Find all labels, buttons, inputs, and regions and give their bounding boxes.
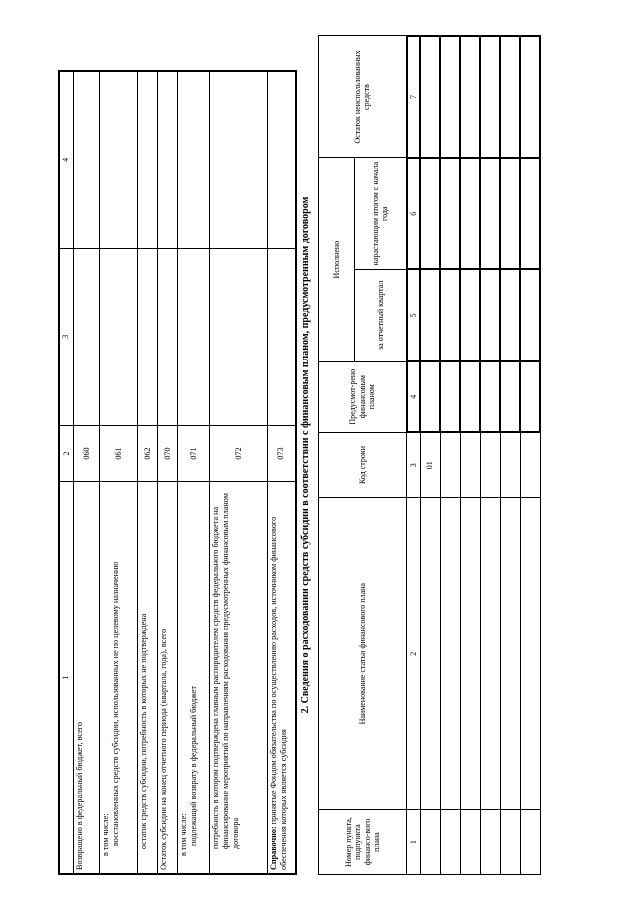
row-label: Остаток субсидии на конец отчетного периода (квартала, года), всего — [158, 482, 178, 874]
table-row — [178, 71, 210, 874]
cell — [440, 269, 460, 361]
header-quarter: за отчетный квартал — [355, 269, 407, 361]
row-label: остаток средств субсидии, потребность в которых не подтверждена — [138, 482, 158, 874]
cell — [74, 71, 100, 248]
row-code: 072 — [210, 425, 268, 482]
row-label: восстановленных средств субсидии, использованных не по целевому назначению — [111, 561, 120, 846]
cell — [74, 248, 100, 425]
table-row — [74, 71, 100, 874]
row-code: 073 — [268, 425, 296, 482]
row-label-group — [268, 482, 296, 874]
cell — [210, 248, 268, 425]
cell — [178, 71, 210, 248]
col-number: 1 — [59, 482, 74, 874]
col-number: 3 — [407, 432, 421, 498]
cell — [460, 158, 480, 269]
cell — [520, 361, 540, 432]
cell — [480, 269, 500, 361]
cell — [480, 158, 500, 269]
cell — [100, 248, 138, 425]
row-label: подлежащий возврату в федеральный бюджет — [189, 686, 198, 846]
cell — [420, 158, 440, 269]
col-number: 3 — [59, 248, 74, 425]
header-item-number: Номер пункта, подпункта финансо-вого плана — [319, 810, 407, 875]
cell — [480, 432, 500, 498]
table-row — [460, 36, 480, 875]
cell — [520, 269, 540, 361]
col-number: 2 — [59, 425, 74, 482]
cell — [420, 810, 440, 875]
cell — [520, 432, 540, 498]
returns-table — [58, 70, 297, 875]
cell — [480, 810, 500, 875]
reference-label: Справочно: — [269, 826, 278, 870]
cell — [158, 248, 178, 425]
header-article-name: Наименование статьи финансового плана — [319, 498, 407, 810]
table-row — [158, 71, 178, 874]
cell — [520, 158, 540, 269]
cell — [460, 361, 480, 432]
row-label: потребность в котором подтверждена главным распорядителем средств федерального бюджета на финансирование мероприятий по направлениям расходования предусмотренных финансовым планом договора — [210, 482, 268, 874]
table-row — [268, 71, 296, 874]
header-executed: Исполнено — [319, 158, 355, 361]
cell — [460, 36, 480, 158]
table-row — [440, 36, 460, 875]
cell — [480, 361, 500, 432]
table-row — [520, 36, 540, 875]
cell — [420, 269, 440, 361]
table-row — [210, 71, 268, 874]
row-code: 060 — [74, 425, 100, 482]
cell — [500, 810, 520, 875]
table-row — [138, 71, 158, 874]
cell — [440, 432, 460, 498]
cell — [440, 361, 460, 432]
table-row — [480, 36, 500, 875]
cell — [420, 36, 440, 158]
cell — [500, 158, 520, 269]
cell — [520, 498, 540, 810]
row-label-group — [100, 482, 138, 874]
cell — [520, 810, 540, 875]
cell — [480, 36, 500, 158]
col-number: 1 — [407, 810, 421, 875]
col-number: 6 — [407, 158, 421, 269]
row-label: Возвращено в федеральный бюджет, всего — [74, 482, 100, 874]
header-row — [319, 36, 355, 875]
cell — [460, 810, 480, 875]
cell — [520, 36, 540, 158]
row-code: 071 — [178, 425, 210, 482]
section-title: 2. Сведения о расходовании средств субсидии в соответствии с финансовым планом, предусмотренным договором — [300, 196, 311, 714]
cell — [268, 248, 296, 425]
table-row — [500, 36, 520, 875]
header-planned: Предусмот-рено финансовым планом — [319, 361, 407, 432]
cell — [138, 248, 158, 425]
col-number: 4 — [407, 361, 421, 432]
cell — [440, 498, 460, 810]
cell — [440, 158, 460, 269]
cell — [500, 361, 520, 432]
header-remaining: Остаток неиспользованных средств — [319, 36, 407, 158]
column-number-row — [407, 36, 421, 875]
cell — [480, 498, 500, 810]
cell — [440, 810, 460, 875]
col-number: 5 — [407, 269, 421, 361]
cell — [100, 71, 138, 248]
header-line-code: Код строки — [319, 432, 407, 498]
row-code: 061 — [100, 425, 138, 482]
cell — [268, 71, 296, 248]
table-row — [420, 36, 440, 875]
column-number-row — [59, 71, 74, 874]
row-label: в том числе: — [179, 813, 188, 856]
row-label-group — [178, 482, 210, 874]
table-row — [100, 71, 138, 874]
cell — [420, 498, 440, 810]
financial-plan-table — [318, 35, 541, 875]
row-label: принятые Фондом обязательства по осуществлению расходов, источником финансового обеспечения которых является субсидия — [269, 516, 288, 870]
col-number: 2 — [407, 498, 421, 810]
cell — [420, 361, 440, 432]
cell — [138, 71, 158, 248]
cell — [178, 248, 210, 425]
col-number: 4 — [59, 71, 74, 248]
cell — [500, 36, 520, 158]
row-label: в том числе: — [101, 813, 110, 856]
col-number: 7 — [407, 36, 421, 158]
row-code: 062 — [138, 425, 158, 482]
cell — [440, 36, 460, 158]
cell — [500, 269, 520, 361]
cell — [460, 498, 480, 810]
cell — [460, 432, 480, 498]
row-code: 01 — [420, 432, 440, 498]
row-code: 070 — [158, 425, 178, 482]
cell — [210, 71, 268, 248]
cell — [158, 71, 178, 248]
cell — [500, 498, 520, 810]
cell — [500, 432, 520, 498]
cell — [460, 269, 480, 361]
header-cumulative: нарастающим итогом с начала года — [355, 158, 407, 269]
